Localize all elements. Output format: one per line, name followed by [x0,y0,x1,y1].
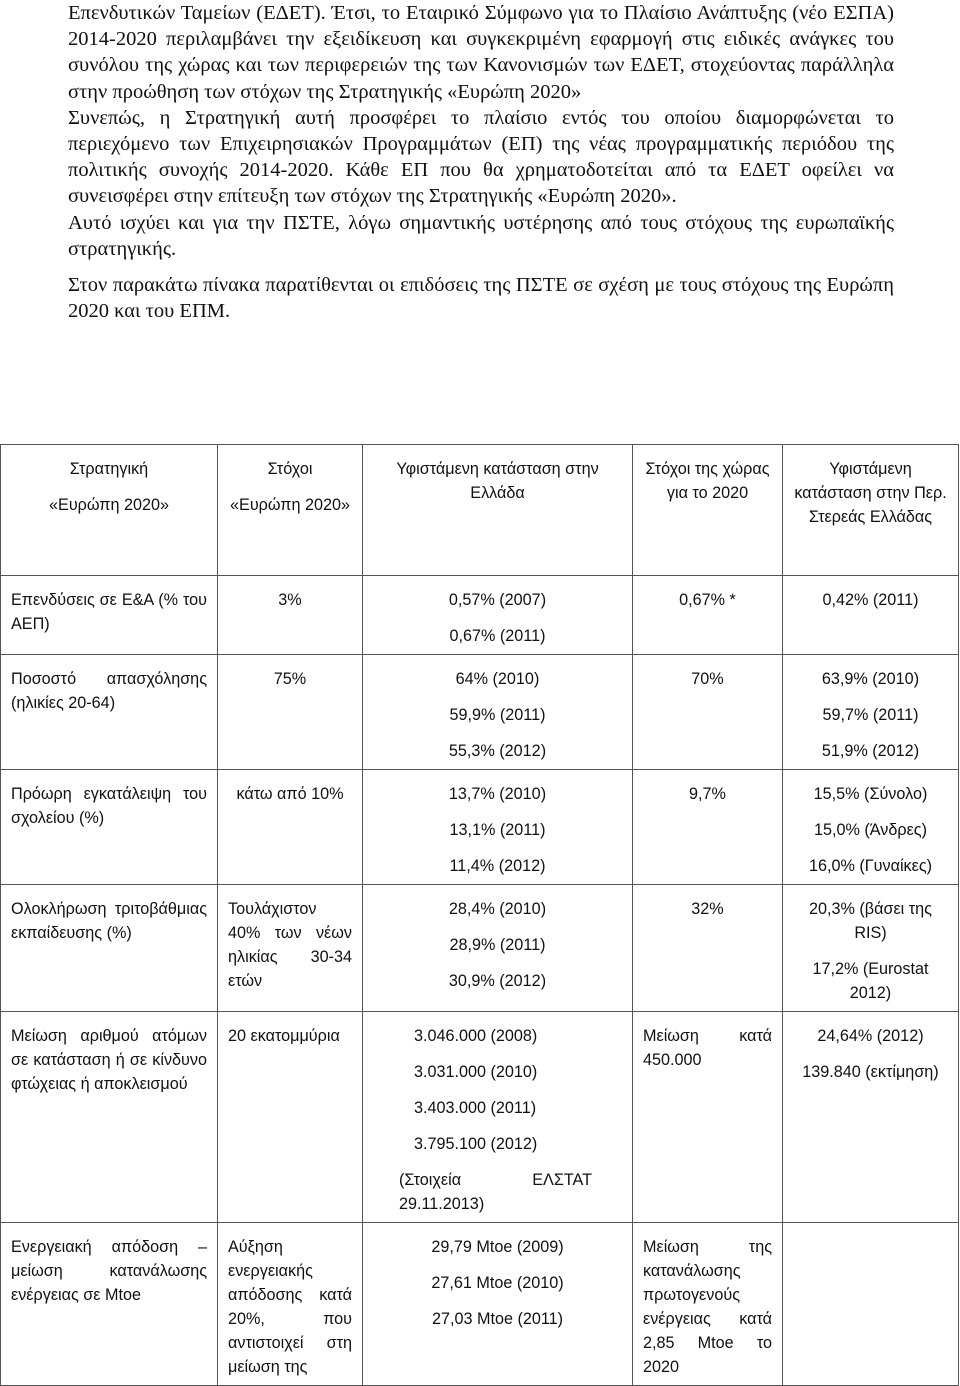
body-text [68,0,894,324]
target-country-cell: 0,67% * [633,576,783,655]
greece-cell: 29,79 Mtoe (2009) 27,61 Mtoe (2010) 27,03 Mtoe (2011) [363,1223,633,1386]
target-eu-cell: Τουλάχιστον 40% των νέων ηλικίας 30-34 ετών [218,885,363,1012]
header-strategy: Στρατηγική «Ευρώπη 2020» [1,445,218,576]
target-country-cell: 9,7% [633,770,783,885]
table-row [1,885,959,1012]
table-row [1,1012,959,1223]
region-cell: 24,64% (2012) 139.840 (εκτίμηση) [783,1012,959,1223]
paragraph: Στον παρακάτω πίνακα παρατίθενται οι επιδόσεις της ΠΣΤΕ σε σχέση με τους στόχους της Ευρώπη 2020 και του ΕΠΜ. [68,274,894,323]
greece-cell: 0,57% (2007) 0,67% (2011) [363,576,633,655]
table-row [1,770,959,885]
region-cell: 15,5% (Σύνολο) 15,0% (Άνδρες) 16,0% (Γυναίκες) [783,770,959,885]
target-country-cell: 70% [633,655,783,770]
header-targets-eu: Στόχοι «Ευρώπη 2020» [218,445,363,576]
indicator-cell: Ενεργειακή απόδοση – μείωση κατανάλωσης ενέργειας σε Mtoe [1,1223,218,1386]
header-greece-status: Υφιστάμενη κατάσταση στην Ελλάδα [363,445,633,576]
target-country-cell: Μείωση κατά 450.000 [633,1012,783,1223]
target-eu-cell: 20 εκατομμύρια [218,1012,363,1223]
target-eu-cell: κάτω από 10% [218,770,363,885]
target-eu-cell: 75% [218,655,363,770]
greece-cell: 64% (2010) 59,9% (2011) 55,3% (2012) [363,655,633,770]
region-cell: 63,9% (2010) 59,7% (2011) 51,9% (2012) [783,655,959,770]
region-cell [783,1223,959,1386]
header-country-targets: Στόχοι της χώρας για το 2020 [633,445,783,576]
table-row [1,655,959,770]
paragraph: Αυτό ισχύει και για την ΠΣΤΕ, λόγω σημαντικής υστέρησης από τους στόχους της ευρωπαϊκής στρατηγικής. [68,211,894,260]
region-cell: 20,3% (βάσει της RIS) 17,2% (Eurostat 2012) [783,885,959,1012]
greece-cell: 13,7% (2010) 13,1% (2011) 11,4% (2012) [363,770,633,885]
indicator-cell: Ολοκλήρωση τριτοβάθμιας εκπαίδευσης (%) [1,885,218,1012]
greece-cell: 28,4% (2010) 28,9% (2011) 30,9% (2012) [363,885,633,1012]
paragraph: Συνεπώς, η Στρατηγική αυτή προσφέρει το πλαίσιο εντός του οποίου διαμορφώνεται το περιεχόμενο των Επιχειρησιακών Προγραμμάτων (ΕΠ) της νέας προγραμματικής περιόδου της πολιτικής συνοχής 2014-2020. Κάθε ΕΠ που θα χρηματοδοτείται από τα ΕΔΕΤ οφείλει να συνεισφέρει στην επίτευξη των στόχων της Στρατηγικής «Ευρώπη 2020». [68,106,894,208]
target-country-cell: 32% [633,885,783,1012]
indicator-cell: Μείωση αριθμού ατόμων σε κατάσταση ή σε κίνδυνο φτώχειας ή αποκλεισμού [1,1012,218,1223]
europe-2020-table [0,444,959,1386]
target-country-cell: Μείωση της κατανάλωσης πρωτογενούς ενέργειας κατά 2,85 Mtoe το 2020 [633,1223,783,1386]
table-row [1,576,959,655]
table-row [1,1223,959,1386]
target-eu-cell: Αύξηση ενεργειακής απόδοσης κατά 20%, που αντιστοιχεί στη μείωση της [218,1223,363,1386]
target-eu-cell: 3% [218,576,363,655]
region-cell: 0,42% (2011) [783,576,959,655]
paragraph: Επενδυτικών Ταμείων (ΕΔΕΤ). Έτσι, το Εταιρικό Σύμφωνο για το Πλαίσιο Ανάπτυξης (νέο ΕΣΠΑ) 2014-2020 περιλαμβάνει την εξειδίκευση και συγκεκριμένη εφαρμογή στις ειδικές ανάγκες του συνόλου της χώρας και των περιφερειών της των Κανονισμών των ΕΔΕΤ, στοχεύοντας παράλληλα στην προώθηση των στόχων της Στρατηγικής «Ευρώπη 2020» [68,2,894,103]
indicator-cell: Ποσοστό απασχόλησης (ηλικίες 20-64) [1,655,218,770]
indicator-cell: Επενδύσεις σε Ε&Α (% του ΑΕΠ) [1,576,218,655]
indicator-cell: Πρόωρη εγκατάλειψη του σχολείου (%) [1,770,218,885]
greece-cell: 3.046.000 (2008) 3.031.000 (2010) 3.403.000 (2011) 3.795.100 (2012) (Στοιχεία ΕΛΣΤΑΤ 29.11.2013) [363,1012,633,1223]
table-header-row [1,445,959,576]
header-region-status: Υφιστάμενη κατάσταση στην Περ. Στερεάς Ελλάδας [783,445,959,576]
